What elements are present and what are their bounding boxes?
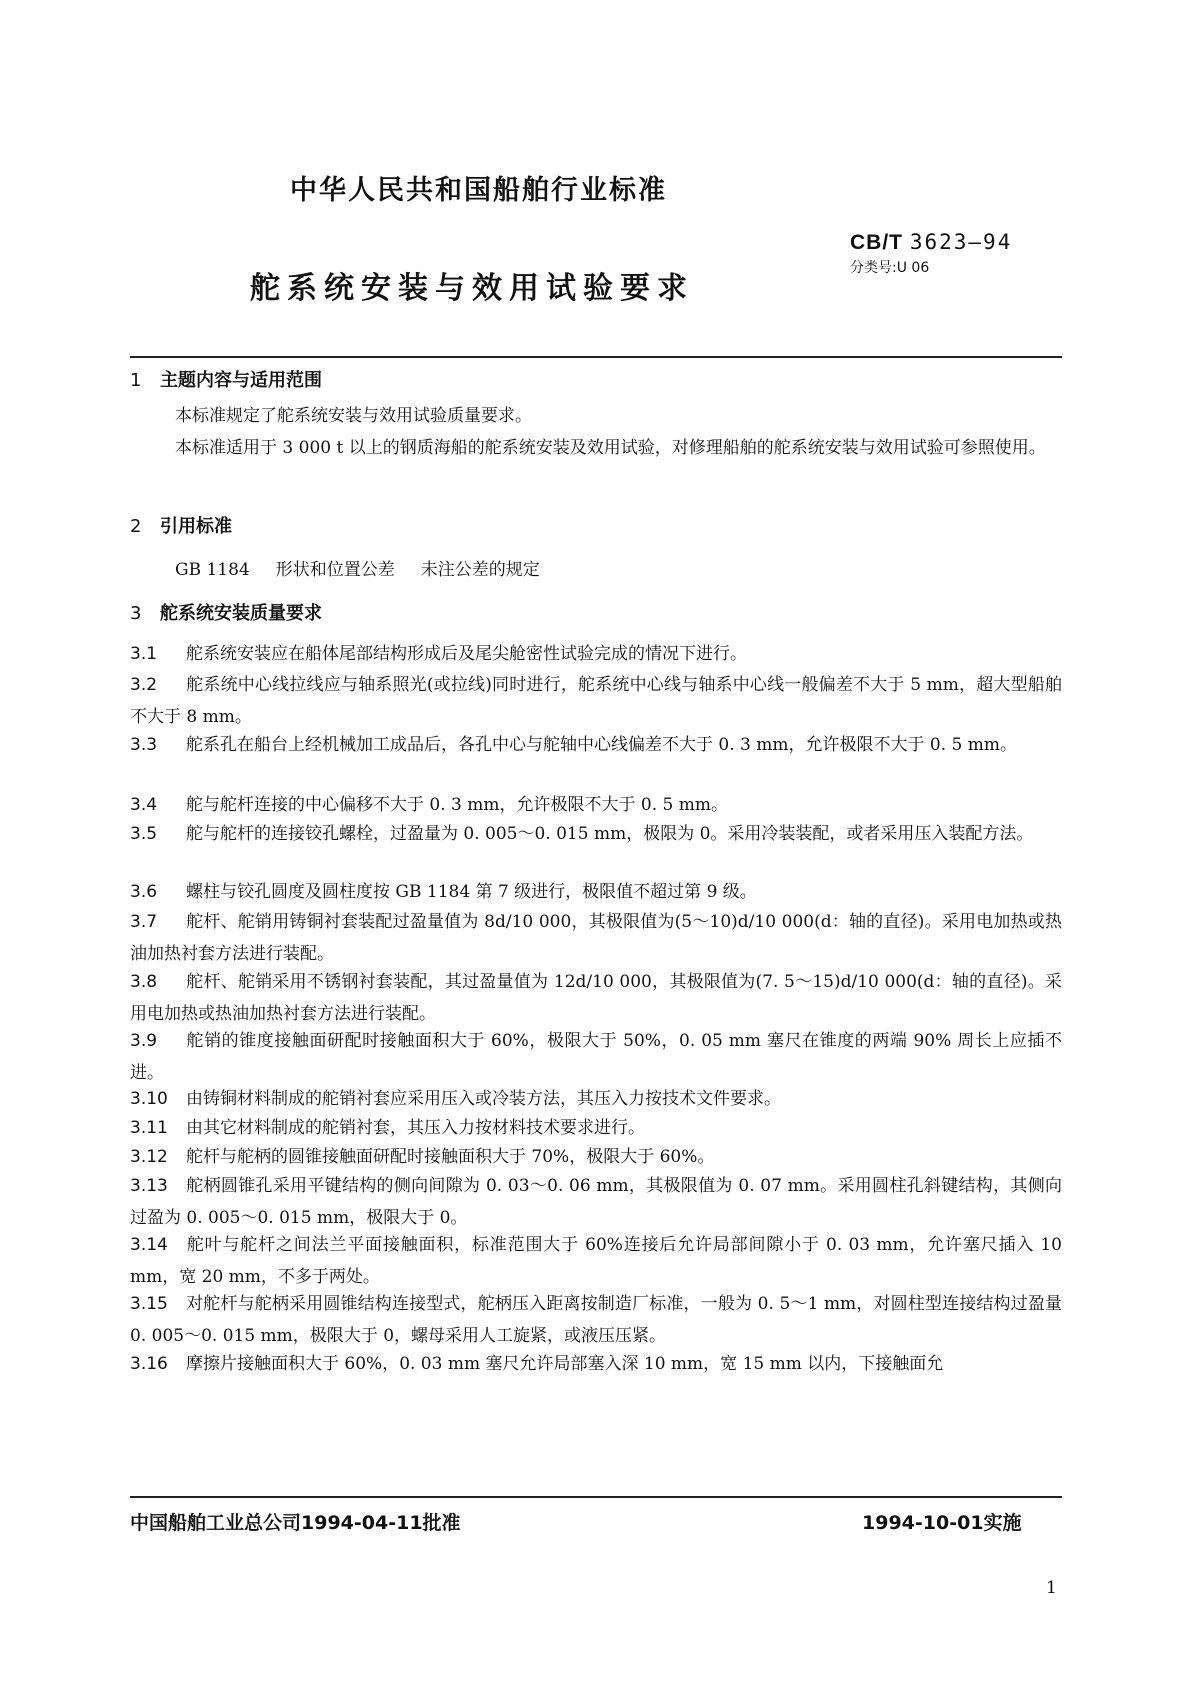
effective-date: 1994-10-01实施 [862,1512,1022,1534]
clause-number: 3.5 [130,824,158,844]
clause-3-2 [130,669,1062,733]
clause-3-15 [130,1288,1062,1352]
reference-title-part-2: 未注公差的规定 [420,560,540,580]
clause-text: 舵杆、舵销采用不锈钢衬套装配，其过盈量值为 12d/10 000，其极限值为(7. 5～15)d/10 000(d：轴的直径)。采用电加热或热油加热衬套方法进行装配。 [130,972,1062,1024]
standard-code [850,230,1012,255]
section-number: 3 [130,603,142,624]
clause-number: 3.9 [130,1031,158,1051]
section-1-paragraph-1: 本标准规定了舵系统安装与效用试验质量要求。 [175,406,532,426]
clause-number: 3.12 [130,1147,168,1167]
section-1-paragraph-2: 本标准适用于 3 000 t 以上的钢质海船的舵系统安装及效用试验，对修理船舶的舵系统安装与效用试验可参照使用。 [175,438,1046,458]
clause-text: 舵杆、舵销用铸铜衬套装配过盈量值为 8d/10 000，其极限值为(5～10)d/10 000(d：轴的直径)。采用电加热或热油加热衬套方法进行装配。 [130,912,1062,964]
clause-number: 3.8 [130,972,158,992]
standard-number: 3623—94 [909,230,1013,254]
clause-number: 3.10 [130,1089,168,1109]
clause-3-8 [130,966,1062,1030]
clause-text: 由铸铜材料制成的舵销衬套应采用压入或冷装方法，其压入力按技术文件要求。 [186,1089,781,1109]
section-3-heading [130,599,322,625]
clause-3-14 [130,1229,1062,1293]
clause-3-10 [130,1083,1062,1115]
page-number: 1 [1046,1578,1057,1598]
clause-3-4 [130,789,1062,821]
clause-3-12 [130,1141,1062,1173]
section-2-heading [130,512,232,538]
clause-text: 舵杆与舵柄的圆锥接触面研配时接触面积大于 70%，极限大于 60%。 [186,1147,715,1167]
clause-number: 3.13 [130,1176,168,1196]
clause-number: 3.1 [130,644,158,664]
clause-text: 对舵杆与舵柄采用圆锥结构连接型式，舵柄压入距离按制造厂标准，一般为 0. 5～1 mm，对圆柱型连接结构过盈量 0. 005～0. 015 mm，极限大于 0，螺母采用人工旋紧，或液压压紧。 [130,1294,1062,1346]
document-title: 舵系统安装与效用试验要求 [250,271,694,306]
clause-3-7 [130,906,1062,970]
clause-text: 舵叶与舵杆之间法兰平面接触面积，标准范围大于 60%连接后允许局部间隙小于 0. 03 mm，允许塞尺插入 10 mm，宽 20 mm，不多于两处。 [130,1235,1062,1287]
clause-text: 舵销的锥度接触面研配时接触面积大于 60%，极限大于 50%，0. 05 mm 塞尺在锥度的两端 90% 周长上应插不进。 [130,1031,1062,1083]
clause-number: 3.4 [130,795,158,815]
section-title: 舵系统安装质量要求 [160,603,322,624]
clause-number: 3.14 [130,1235,168,1255]
reference-code: GB 1184 [175,560,250,580]
clause-text: 舵系统安装应在船体尾部结构形成后及尾尖舱密性试验完成的情况下进行。 [186,644,747,664]
referenced-standard [175,555,566,580]
clause-text: 舵与舵杆连接的中心偏移不大于 0. 3 mm，允许极限不大于 0. 5 mm。 [186,795,728,815]
clause-3-11 [130,1112,1062,1144]
standard-prefix: CB/T [850,231,903,254]
clause-number: 3.6 [130,882,158,902]
clause-text: 由其它材料制成的舵销衬套，其压入力按材料技术要求进行。 [186,1118,645,1138]
clause-3-5 [130,818,1062,850]
clause-text: 摩擦片接触面积大于 60%，0. 03 mm 塞尺允许局部塞入深 10 mm，宽 15 mm 以内，下接触面允 [186,1354,944,1374]
clause-text: 舵柄圆锥孔采用平键结构的侧向间隙为 0. 03～0. 06 mm，其极限值为 0. 07 mm。采用圆柱孔斜键结构，其侧向过盈为 0. 005～0. 015 mm，极限大于 0。 [130,1176,1062,1228]
clause-3-3 [130,729,1062,761]
clause-number: 3.16 [130,1354,168,1374]
clause-3-1 [130,638,1062,670]
clause-number: 3.11 [130,1118,168,1138]
section-title: 主题内容与适用范围 [160,370,322,391]
clause-number: 3.3 [130,735,158,755]
approval-note: 中国船舶工业总公司1994-04-11批准 [130,1512,461,1534]
section-1-heading [130,366,322,392]
header-divider [130,356,1062,358]
clause-3-16 [130,1348,1062,1380]
clause-3-13 [130,1170,1062,1234]
clause-text: 舵系统中心线拉线应与轴系照光(或拉线)同时进行，舵系统中心线与轴系中心线一般偏差不大于 5 mm，超大型船舶不大于 8 mm。 [130,675,1062,727]
clause-text: 舵与舵杆的连接铰孔螺栓，过盈量为 0. 005～0. 015 mm，极限为 0。采用冷装装配，或者采用压入装配方法。 [186,824,1034,844]
clause-text: 舵系孔在船台上经机械加工成品后，各孔中心与舵轴中心线偏差不大于 0. 3 mm，允许极限不大于 0. 5 mm。 [186,735,1017,755]
clause-3-6 [130,876,1062,908]
clause-number: 3.2 [130,675,158,695]
reference-title-part-1: 形状和位置公差 [275,560,395,580]
footer-divider [130,1496,1062,1498]
section-title: 引用标准 [160,516,232,537]
classification-number: 分类号:U 06 [850,260,930,276]
section-number: 1 [130,370,142,391]
clause-number: 3.15 [130,1294,168,1314]
section-number: 2 [130,516,142,537]
clause-3-9 [130,1025,1062,1089]
issuing-body-title: 中华人民共和国船舶行业标准 [290,175,667,206]
clause-text: 螺柱与铰孔圆度及圆柱度按 GB 1184 第 7 级进行，极限值不超过第 9 级。 [186,882,757,902]
clause-number: 3.7 [130,912,158,932]
